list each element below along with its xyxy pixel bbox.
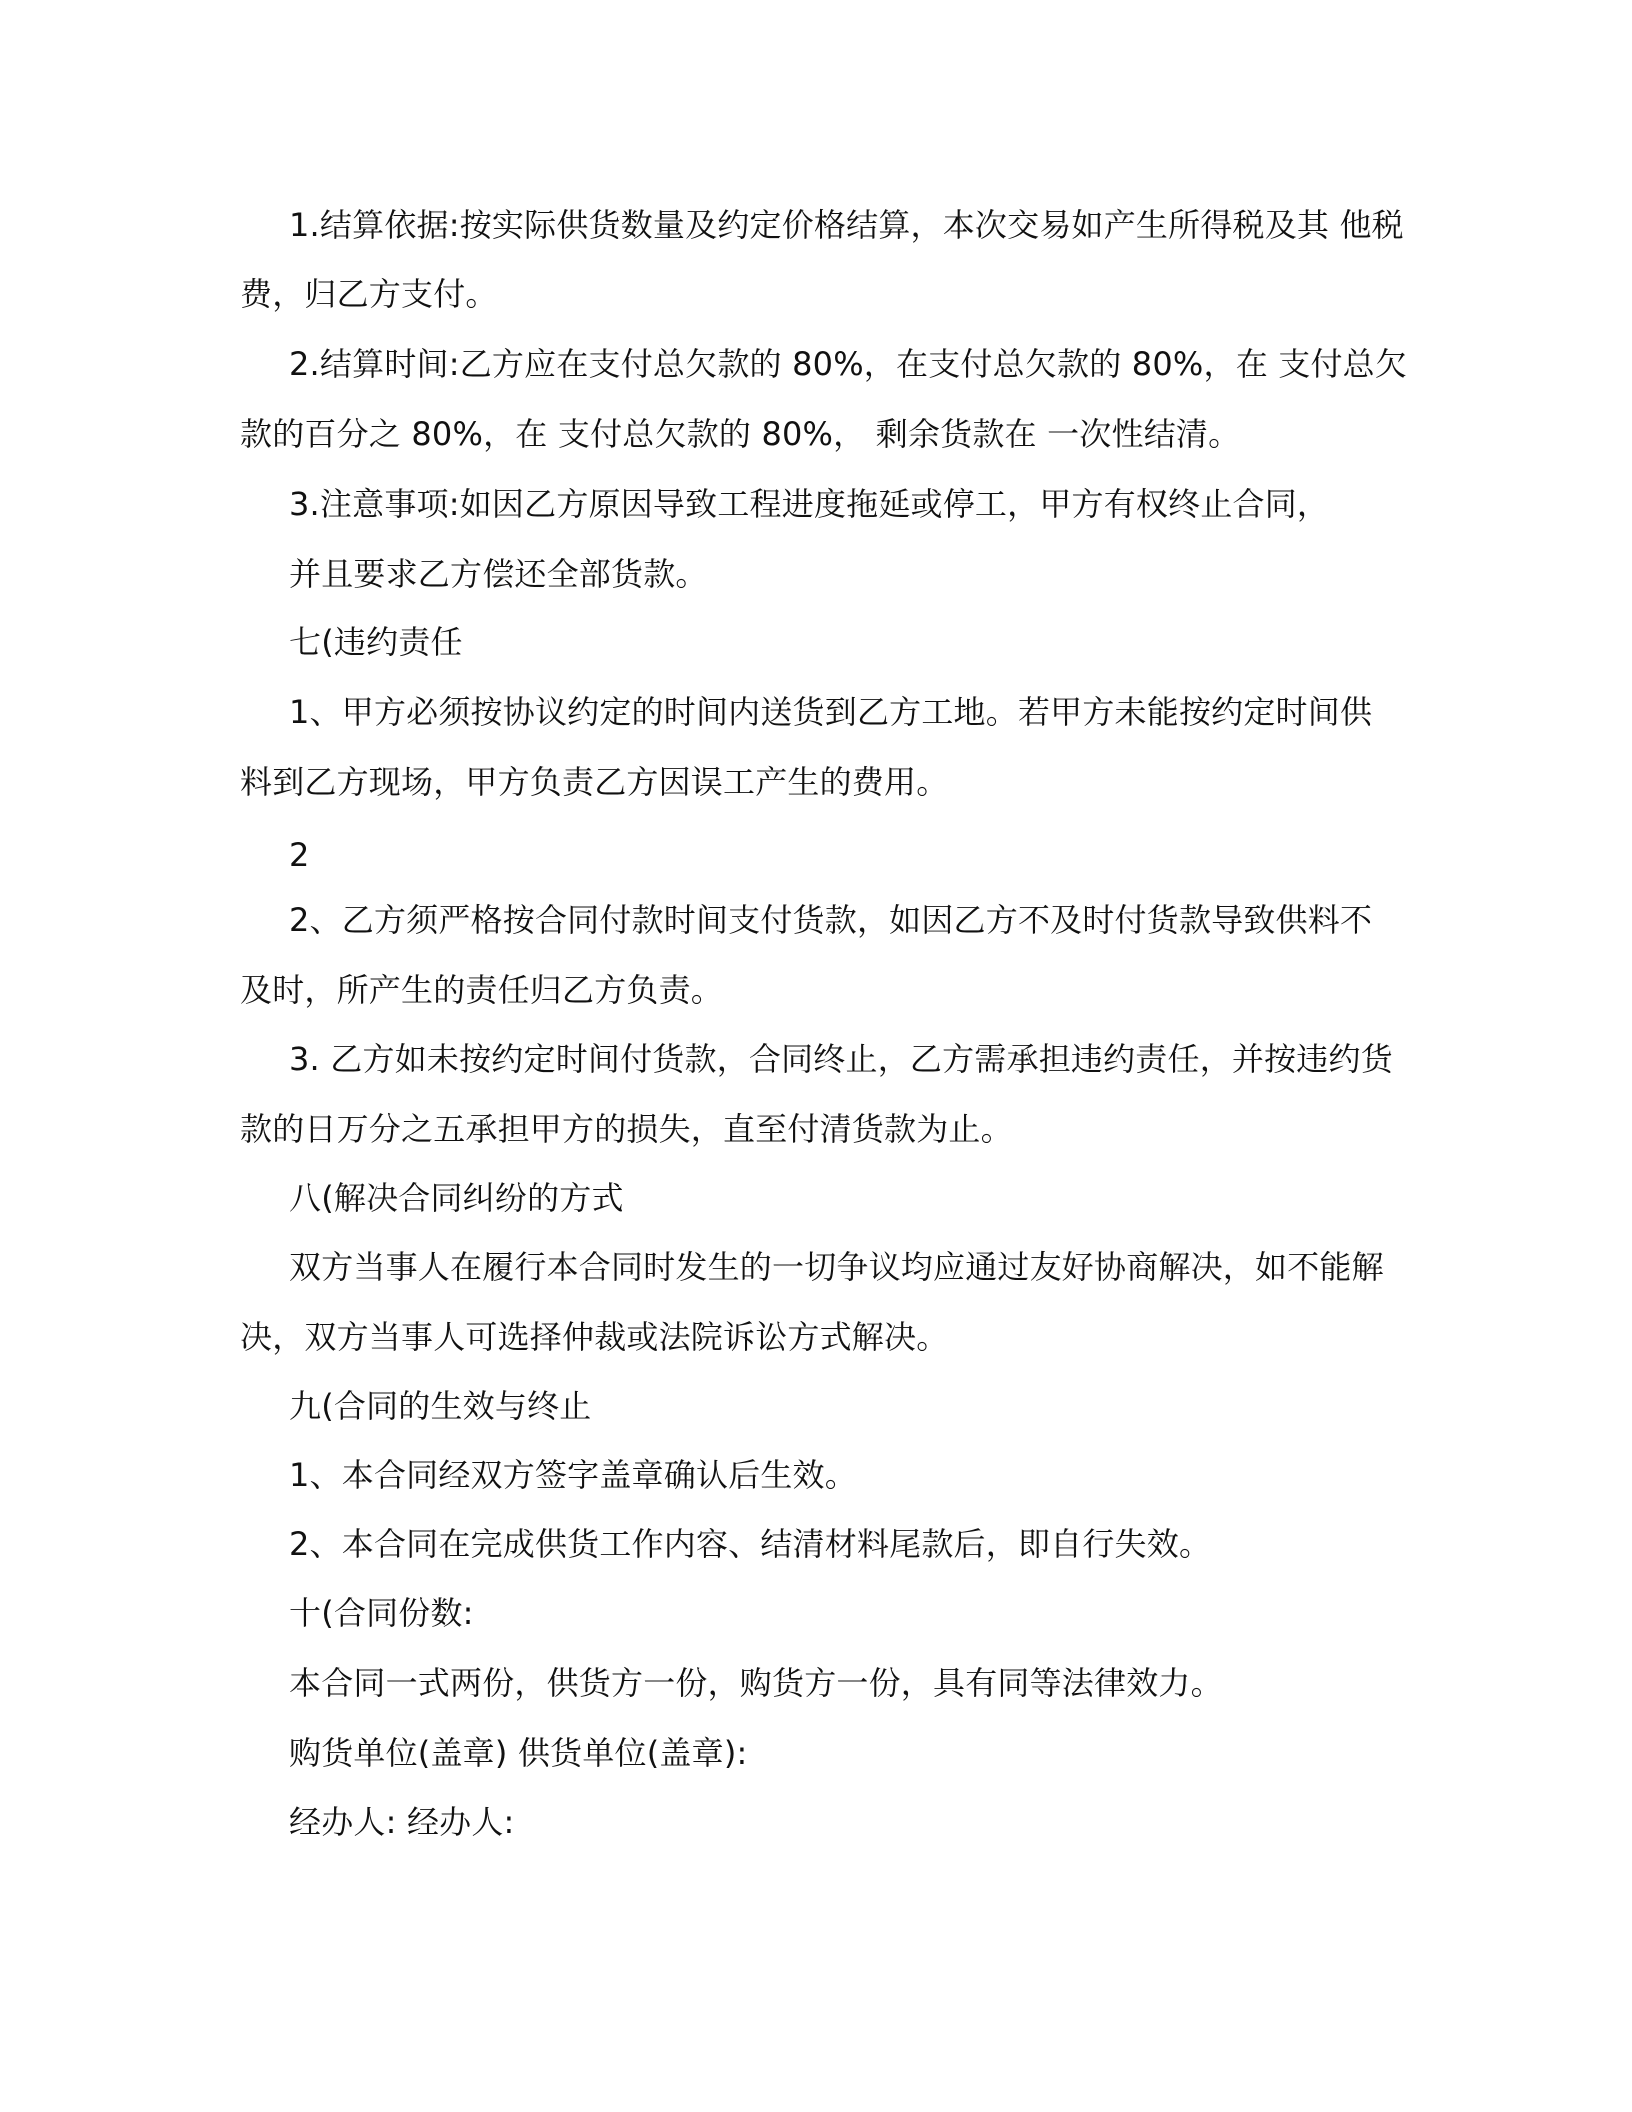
effect-clause-2: 2、本合同在完成供货工作内容、结清材料尾款后，即自行失效。 [289,1525,1212,1563]
settlement-time-line-1: 2.结算时间:乙方应在支付总欠款的 80%，在支付总欠款的 80%，在 支付总欠 [289,345,1408,383]
section-heading-effect: 九(合同的生效与终止 [289,1387,592,1425]
breach-clause-3-line-2: 款的日万分之五承担甲方的损失，直至付清货款为止。 [240,1110,1013,1148]
settlement-basis-line-1: 1.结算依据:按实际供货数量及约定价格结算，本次交易如产生所得税及其 他税 [289,206,1404,244]
copies-clause: 本合同一式两份，供货方一份，购货方一份，具有同等法律效力。 [289,1664,1223,1702]
section-heading-breach: 七(违约责任 [289,623,463,661]
signature-units-line: 购货单位(盖章) 供货单位(盖章): [289,1734,748,1772]
section-heading-disputes: 八(解决合同纠纷的方式 [289,1179,624,1217]
breach-clause-1-line-1: 1、甲方必须按协议约定的时间内送货到乙方工地。若甲方未能按约定时间供 [289,693,1373,731]
settlement-basis-line-2: 费，归乙方支付。 [240,275,498,313]
settlement-time-line-2: 款的百分之 80%，在 支付总欠款的 80%， 剩余货款在 一次性结清。 [240,415,1241,453]
breach-clause-2-line-2: 及时，所产生的责任归乙方负责。 [240,971,724,1009]
breach-clause-3-line-1: 3. 乙方如未按约定时间付货款，合同终止，乙方需承担违约责任，并按违约货 [289,1040,1393,1078]
section-heading-copies: 十(合同份数: [289,1594,474,1632]
breach-clause-1-line-2: 料到乙方现场，甲方负责乙方因误工产生的费用。 [240,763,949,801]
notes-line-2: 并且要求乙方偿还全部货款。 [289,555,708,593]
signature-handlers-line: 经办人: 经办人: [289,1803,515,1841]
breach-clause-2-line-1: 2、乙方须严格按合同付款时间支付货款，如因乙方不及时付货款导致供料不 [289,901,1373,939]
effect-clause-1: 1、本合同经双方签字盖章确认后生效。 [289,1456,857,1494]
page-number: 2 [289,836,310,874]
disputes-line-1: 双方当事人在履行本合同时发生的一切争议均应通过友好协商解决，如不能解 [289,1248,1384,1286]
notes-line-1: 3.注意事项:如因乙方原因导致工程进度拖延或停工，甲方有权终止合同， [289,485,1330,523]
disputes-line-2: 决，双方当事人可选择仲裁或法院诉讼方式解决。 [240,1318,949,1356]
